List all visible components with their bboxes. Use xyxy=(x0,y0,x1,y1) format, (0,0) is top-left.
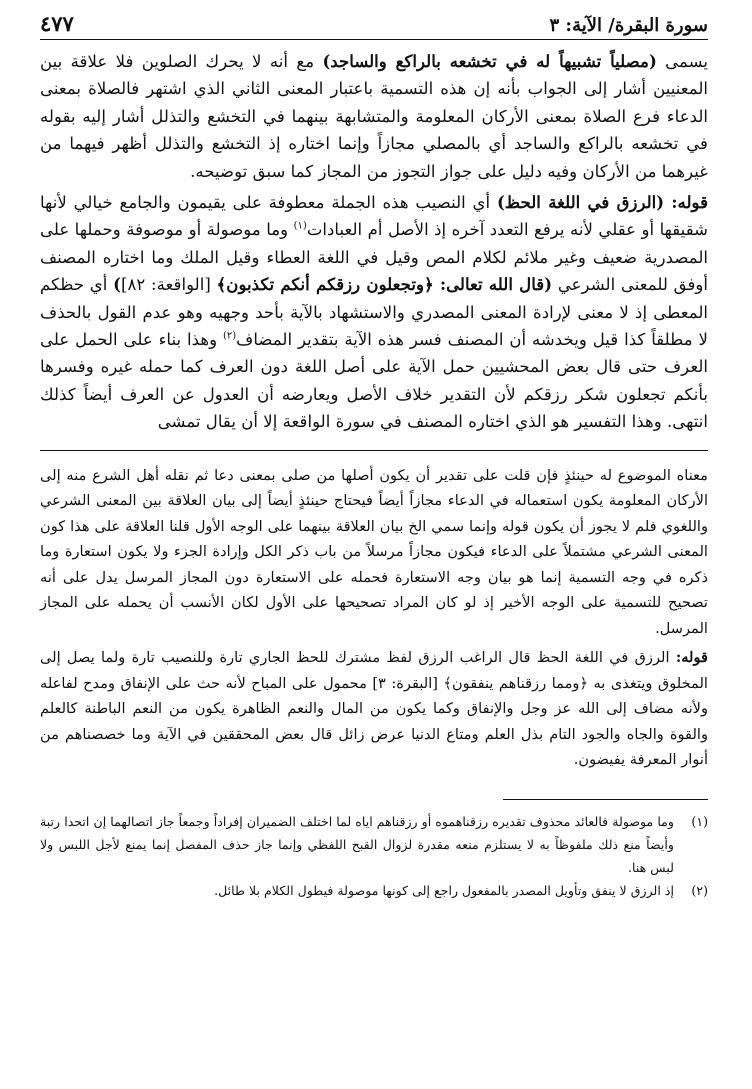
quoted-phrase: قوله: (الرزق في اللغة الحظ) xyxy=(496,192,709,213)
main-paragraph-1 xyxy=(40,48,708,185)
quran-verse: (قال الله تعالى: ﴿وتجعلون رزقكم أنكم تكذبون﴾ xyxy=(216,274,553,295)
footnote-number: (٢) xyxy=(691,882,708,898)
footnote-number: (١) xyxy=(691,813,708,829)
commentary-paragraph-2 xyxy=(40,645,708,773)
footnote-divider xyxy=(503,799,708,800)
main-paragraph-2 xyxy=(40,189,708,436)
footnote-ref-1[interactable]: (١) xyxy=(293,220,307,232)
footnote-text: وما موصولة فالعائد محذوف تقديره رزقناهموه أو رزقناهم اياه لما اختلف الضميران إفراداً وجمعاً جاز اتصالهما إن اتحدا رتبة وأيضاً منع ذلك ملفوظاً به لا يستلزم منعه مقدرة لزوال القبح اللفظي وإنما جاز حذف المفصل إنما يمنع لأجل اللبس ولا لبس هنا. xyxy=(40,813,674,875)
commentary-paragraph-1: معناه الموضوع له حينئذٍ فإن قلت على تقدير أن يكون أصلها من صلى بمعنى دعا ثم نقله أهل الشرع منه إلى الأركان المعلومة يكون استعماله في الدعاء مجازاً أيضاً فيحتاج حينئذٍ أيضاً إلى بيان العلاقة بين المعنى الشرعي واللغوي فلم لا يجوز أن يكون قوله وإنما سمي الخ بيان العلاقة بينهما على الوجه الأول قلنا العلاقة على هذا كون المعنى الشرعي مشتملاً على الدعاء فيكون مجازاً مرسلاً من باب ذكر الكل وإرادة الجزء ولا يكون استعارة وما ذكره في وجه التسمية إنما هو بيان وجه الاستعارة فحمله على الاستعارة دون المجاز المرسل يدل على أنه تصحيح للتسمية على الوجه الأخير إذ لو كان المراد تصحيحها على الأول لكان الأنسب أن يحمله على المجاز المرسل. xyxy=(40,466,708,637)
text-run: يسمى xyxy=(656,52,709,71)
quoted-phrase: قوله: xyxy=(675,649,708,667)
footnote-ref-2[interactable]: (٢) xyxy=(222,330,237,342)
text-run: أي حظكم المعطى إذ لا معنى لإرادة المعنى المصدري والاستشهاد بالآية بأحد وجهيه وهو عدم القول بالحذف لا مطلقاً كذا قيل ويخدشه أن المصنف فسر هذه الآية بتقدير المضاف xyxy=(40,275,709,350)
footnotes xyxy=(40,810,708,902)
text-run: مع أنه لا يحرك الصلوين فلا علاقة بين المعنيين أشار إلى الجواب بأنه إن هذه التسمية باعتبار المعنى الثاني الذي اشتهر فالصلاة بمعنى الدعاء فرع الصلاة بمعنى الأركان المعلومة والمتشابهة بينهما في التخشع والتذلل أشار إليه بقوله في تخشعه بالراكع والساجد أي بالمصلي مجازاً وإنما اختاره إذ التخشع والتذلل أظهر فيهما من غيرهما من الأركان وفيه دليل على جواز التجوز من المجاز كما سبق توضيحه. xyxy=(40,52,708,181)
page-header xyxy=(40,10,708,40)
commentary-text xyxy=(40,463,708,773)
footnote-text: إذ الرزق لا ينفق وتأويل المصدر بالمفعول راجع إلى كونها موصولة فيطول الكلام بلا طائل. xyxy=(214,882,674,898)
page-number: ٤٧٧ xyxy=(40,11,74,36)
closing-paren: ) xyxy=(113,274,121,295)
text-run: وهذا بناء على الحمل على العرف حتى قال بعض المحشيين حمل الآية على أصل اللغة دون العرف كما حمله غيره وفسرها بأنكم تجعلون شكر رزقكم لأن التقدير خلاف الأصل ويعارضه أن العدول عن العرف أيضاً كذلك انتهى. وهذا التفسير هو الذي اختاره المصنف في سورة الواقعة إلا أن يقال تمشى xyxy=(40,330,708,432)
running-title: سورة البقرة/ الآية: ٣ xyxy=(549,15,708,36)
quoted-phrase: (مصلياً تشبيهاً له في تخشعه بالراكع والساجد) xyxy=(322,51,657,71)
main-text xyxy=(40,48,708,436)
text-run: أي النصيب هذه الجملة معطوفة على يقيمون والجامع خيالي لأنها شقيقها أو عقلي لأنه يرفع التعدد آخره إذ الأصل أم العبادات xyxy=(40,193,708,240)
footnote-2 xyxy=(40,879,708,902)
section-divider xyxy=(40,450,708,451)
verse-citation: [الواقعة: ٨٢] xyxy=(121,275,217,295)
text-run: الرزق في اللغة الحظ قال الراغب الرزق لفظ مشترك للحظ الجاري تارة وللنصيب تارة ولما يصل إلى المخلوق ويتغذى به ﴿ومما رزقناهم ينفقون﴾ [البقرة: ٣] محمول على المباح لأنه حث على الإنفاق ومدح لفاعله ولأنه مضاف إلى الله عز وجل والإنفاق وكما يكون من المال والنعم الظاهرة يكون من النعم الباطنة كالعلم والقوة والجاه والجود التام بذل العلم ومتاع الدنيا عرض زائل قال بعض المحققين في الآية وما خصصناهم من أنوار المعرفة يفيضون. xyxy=(40,649,708,769)
text-run: وما موصولة أو موصوفة وحملها على المصدرية ضعيف وغير ملائم لكلام المص وقيل في اللغة العطاء وقيل الملك وما اختاره المصنف أوفق للمعنى الشرعي xyxy=(40,220,709,295)
footnote-1 xyxy=(40,810,708,879)
